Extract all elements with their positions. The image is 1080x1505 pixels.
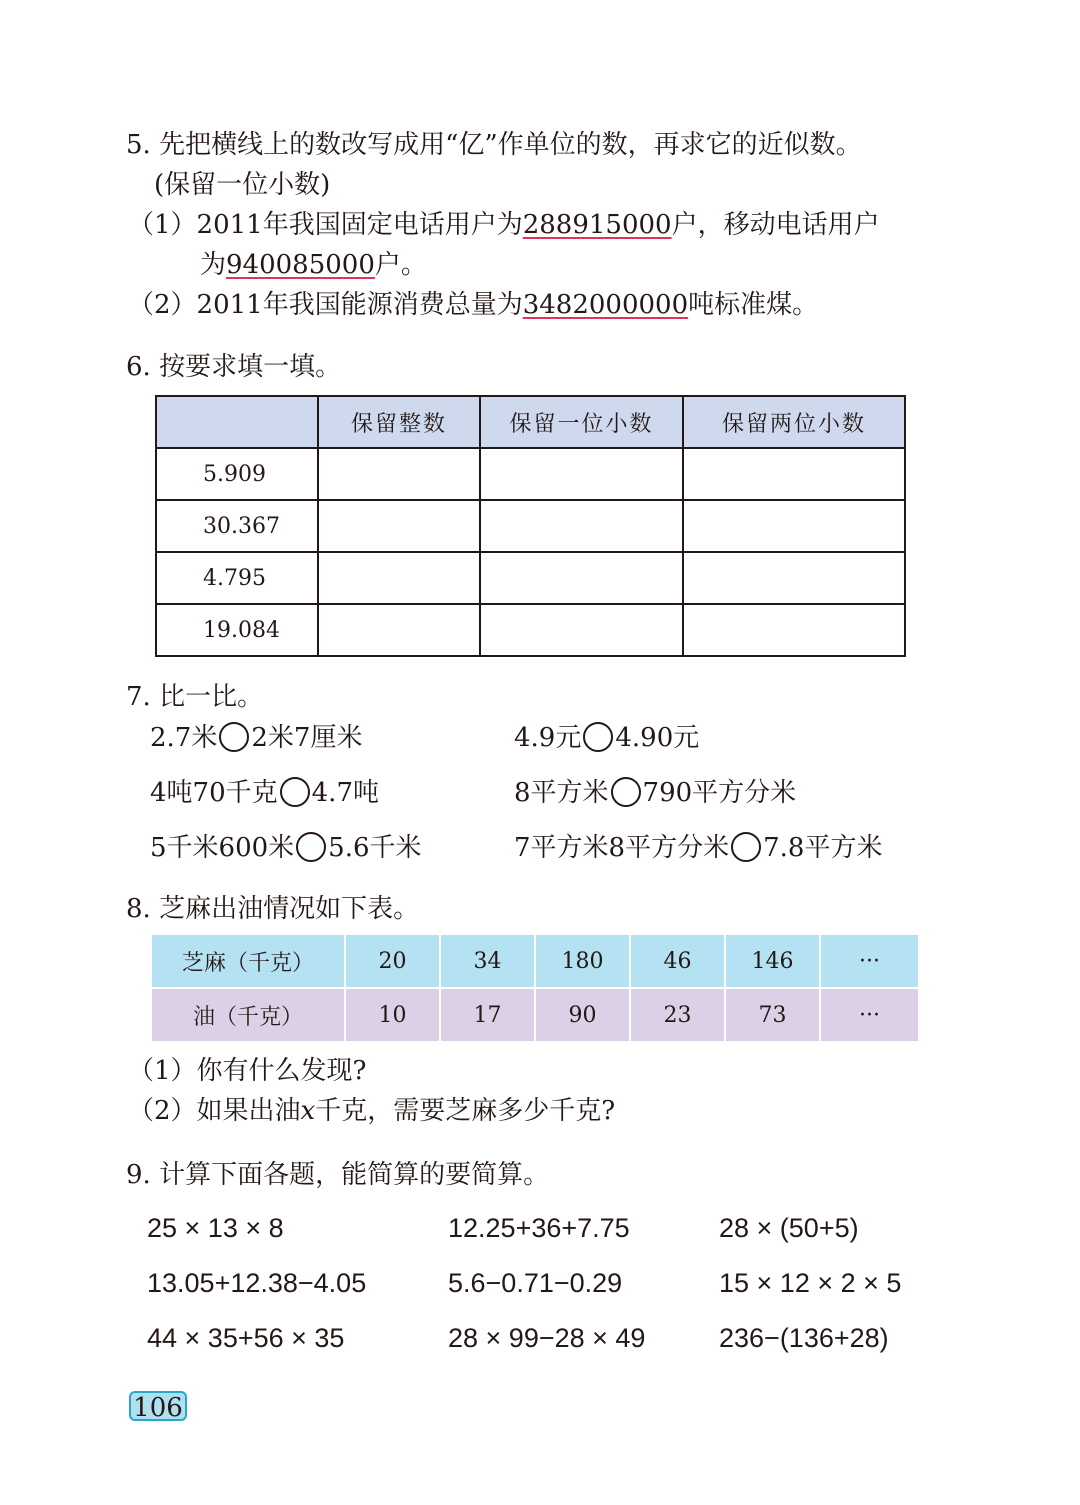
sesame-value: 20 <box>345 935 440 988</box>
sesame-oil-table <box>152 935 918 1041</box>
q5-part2-text-a: （2）2011年我国能源消费总量为 <box>128 290 523 320</box>
calc-expression: 12.25+36+7.75 <box>448 1213 630 1243</box>
q8-sub2 <box>128 1096 615 1126</box>
q5-part2-text-b: 吨标准煤。 <box>688 290 819 320</box>
q5-part2 <box>128 290 818 320</box>
header-cell-two-decimal: 保留两位小数 <box>683 396 905 448</box>
q5-part1-text-b: 户，移动电话用户 <box>671 210 880 240</box>
compare-right: 2米7厘米 <box>251 723 363 753</box>
row-value: 4.795 <box>156 552 318 604</box>
answer-cell[interactable] <box>318 500 480 552</box>
q5-part1-text-a: （1）2011年我国固定电话用户为 <box>128 210 523 240</box>
answer-cell[interactable] <box>683 552 905 604</box>
rounding-table-header <box>156 396 905 448</box>
table-row <box>156 448 905 500</box>
oil-label: 油（千克） <box>152 988 345 1041</box>
oil-row <box>152 988 918 1041</box>
answer-cell[interactable] <box>318 448 480 500</box>
q5-part1-number2: 940085000 <box>226 250 375 280</box>
q7-title: 7. 比一比。 <box>126 682 264 712</box>
q8-title: 8. 芝麻出油情况如下表。 <box>126 894 420 924</box>
oil-value: 23 <box>630 988 725 1041</box>
answer-cell[interactable] <box>318 552 480 604</box>
compare-circle[interactable] <box>280 777 310 807</box>
compare-item <box>514 831 882 865</box>
q8-sub2-text-a: （2）如果出油 <box>128 1096 301 1126</box>
compare-right: 5.6千米 <box>328 833 422 863</box>
compare-right: 4.90元 <box>615 723 700 753</box>
q9-title: 9. 计算下面各题，能简算的要简算。 <box>126 1160 550 1190</box>
oil-value: 17 <box>440 988 535 1041</box>
calc-expression: 44 × 35+56 × 35 <box>147 1323 345 1353</box>
sesame-row <box>152 935 918 988</box>
page-number: 106 <box>129 1391 187 1421</box>
compare-left: 5千米600米 <box>150 833 295 863</box>
compare-circle[interactable] <box>583 722 613 752</box>
answer-cell[interactable] <box>480 448 683 500</box>
rounding-table <box>155 395 906 657</box>
header-cell-blank <box>156 396 318 448</box>
q5-note: (保留一位小数) <box>154 170 331 200</box>
sesame-value: 46 <box>630 935 725 988</box>
calc-expression: 5.6−0.71−0.29 <box>448 1268 623 1298</box>
compare-left: 4吨70千克 <box>150 778 278 808</box>
row-value: 5.909 <box>156 448 318 500</box>
answer-cell[interactable] <box>683 500 905 552</box>
answer-cell[interactable] <box>480 604 683 656</box>
compare-right: 790平方分米 <box>642 778 797 808</box>
compare-item <box>514 776 796 810</box>
compare-circle[interactable] <box>296 832 326 862</box>
answer-cell[interactable] <box>480 500 683 552</box>
sesame-value: ··· <box>820 935 918 988</box>
table-row <box>156 500 905 552</box>
q8-sub2-text-b: 千克，需要芝麻多少千克? <box>315 1096 616 1126</box>
calc-expression: 25 × 13 × 8 <box>147 1213 284 1243</box>
answer-cell[interactable] <box>683 448 905 500</box>
sesame-value: 146 <box>725 935 820 988</box>
compare-right: 7.8平方米 <box>763 833 883 863</box>
header-cell-one-decimal: 保留一位小数 <box>480 396 683 448</box>
oil-value: 73 <box>725 988 820 1041</box>
q8-sub1: （1）你有什么发现? <box>128 1056 367 1086</box>
q5-title: 5. 先把横线上的数改写成用“亿”作单位的数，再求它的近似数。 <box>126 130 862 160</box>
compare-right: 4.7吨 <box>311 778 379 808</box>
compare-left: 8平方米 <box>514 778 609 808</box>
q5-part1-line2 <box>200 250 427 280</box>
answer-cell[interactable] <box>318 604 480 656</box>
compare-item <box>514 721 699 755</box>
q5-part1-text-c: 为 <box>200 250 227 280</box>
calc-expression: 28 × (50+5) <box>719 1213 859 1243</box>
q6-title: 6. 按要求填一填。 <box>126 352 342 382</box>
q5-part1-number1: 288915000 <box>522 210 672 240</box>
compare-item <box>150 721 362 755</box>
sesame-value: 34 <box>440 935 535 988</box>
answer-cell[interactable] <box>683 604 905 656</box>
compare-item <box>150 776 379 810</box>
compare-left: 2.7米 <box>150 723 218 753</box>
q5-part1-line1 <box>128 210 880 240</box>
calc-expression: 236−(136+28) <box>719 1323 889 1353</box>
calc-expression: 13.05+12.38−4.05 <box>147 1268 367 1298</box>
q5-part2-number: 3482000000 <box>522 290 689 320</box>
row-value: 30.367 <box>156 500 318 552</box>
compare-item <box>150 831 422 865</box>
oil-value: 10 <box>345 988 440 1041</box>
oil-value: 90 <box>535 988 630 1041</box>
table-row <box>156 552 905 604</box>
q8-sub2-variable: x <box>300 1096 316 1126</box>
compare-circle[interactable] <box>611 777 641 807</box>
answer-cell[interactable] <box>480 552 683 604</box>
row-value: 19.084 <box>156 604 318 656</box>
sesame-label: 芝麻（千克） <box>152 935 345 988</box>
compare-left: 7平方米8平方分米 <box>514 833 730 863</box>
calc-expression: 28 × 99−28 × 49 <box>448 1323 646 1353</box>
calc-expression: 15 × 12 × 2 × 5 <box>719 1268 902 1298</box>
q5-part1-text-d: 户。 <box>374 250 427 280</box>
oil-value: ··· <box>820 988 918 1041</box>
sesame-value: 180 <box>535 935 630 988</box>
header-cell-integer: 保留整数 <box>318 396 480 448</box>
compare-left: 4.9元 <box>514 723 582 753</box>
compare-circle[interactable] <box>219 722 249 752</box>
table-row <box>156 604 905 656</box>
compare-circle[interactable] <box>731 832 761 862</box>
